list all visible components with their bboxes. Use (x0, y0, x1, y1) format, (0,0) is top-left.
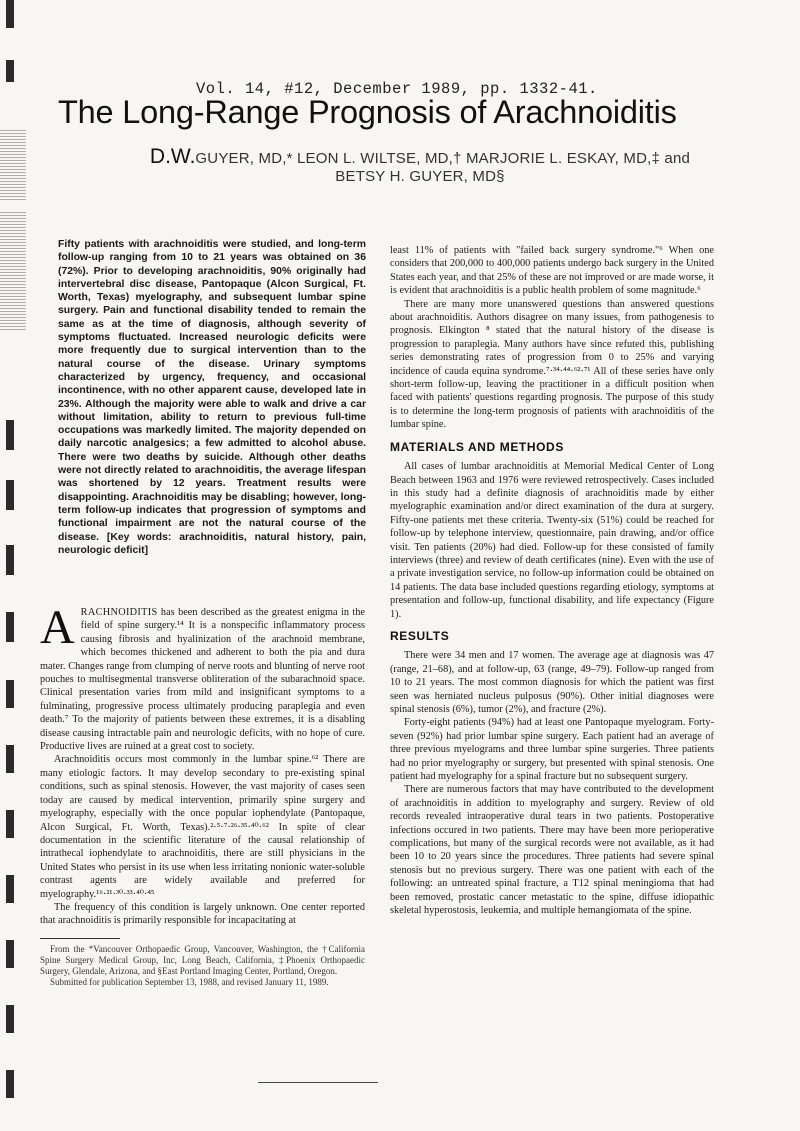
paper-title: The Long-Range Prognosis of Arachnoiditis (58, 94, 677, 130)
scan-edge-mark (6, 1005, 14, 1033)
body-paragraph: There are numerous factors that may have contributed to the development of arachnoiditis in addition to myelography and surgery. Review of old records revealed intraoperative dural tears in two patients. Postoperative infections occured in two patients. There may have been more perioperative complications, but many of the surgical records were not available, as it had been 10 to 20 years since the procedures. Three patients had severe spinal stenosis but no previous surgery. There was one patient with each of the following: an untreated spinal fracture, a T12 spinal meningioma that had been removed, prostatic cancer metastatic to the spine, diffuse idiopathic skeletal hyperostosis, leukemia, and multiple hemangiomata of the spine. (390, 784, 714, 917)
footnotes (40, 944, 365, 988)
right-column (390, 244, 714, 918)
body-paragraph: There were 34 men and 17 women. The average age at diagnosis was 47 (range, 21–68), and at follow-up, 63 (range, 49–79). Follow-up ranged from 10 to 21 years. The most common diagnosis for which the patient was first seen was herniated nucleus pulposus (90%). Other initial diagnoses were spinal stenosis (6%), tumor (2%), and fracture (2%). (390, 650, 714, 715)
body-paragraph: Forty-eight patients (94%) had at least one Pantopaque myelogram. Forty-seven (92%) had prior lumbar spine surgery. Each patient had an average of three previous myelograms and three lumbar spine surgeries. Three patients had no prior myelography or surgery, but presented with spinal stenosis. One patient had myelography for a spinal fracture but no subsequent surgery. (390, 717, 714, 783)
left-column (40, 601, 365, 988)
scan-edge-mark (6, 60, 14, 82)
body-paragraph: All cases of lumbar arachnoiditis at Memorial Medical Center of Long Beach between 1963 and 1976 were reviewed retrospectively. Cases included in this study had a definite diagnosis of arachnoiditis made by either myelographic examination and/or direct examination of the dura at surgery. Fifty-one patients met these criteria. Twenty-six (51%) could be reached for follow-up by telephone interview, questionnaire, pain drawing, and/or office visit. Ten patients (20%) had died. Follow-up for these consisted of family interviews (three) and review of death certificates (nine). Even with the use of a private investigation service, no follow-up information could be obtained on 14 patients. The data base included questions regarding etiology, symptoms at presentation and follow-up, functional disability, and life expectancy (Figure 1). (390, 461, 714, 620)
results-heading: RESULTS (390, 628, 450, 643)
body-paragraph: The frequency of this condition is largely unknown. One center reported that arachnoiditis is primarily responsible for incapacitating at (40, 901, 365, 927)
scan-edge-noise (0, 210, 26, 330)
scan-edge-mark (6, 545, 14, 575)
scan-edge-mark (6, 810, 14, 838)
body-paragraph: There are many more unanswered questions than answered questions about arachnoiditis. Authors disagree on many issues, from pathogenesis to prognosis. Elkington ⁸ stated that the natural history of the disease is progression to paraplegia. Many authors have since refuted this, publishing series demonstrating rates of progression from 0 to 25% and varying incidence of cauda equina syndrome.⁷·³⁴·⁴⁴·⁶²·⁷¹ All of these series have only short-term follow-up, leaving the practitioner in a difficult position when faced with patients' questions regarding prognosis. The purpose of this study is to determine the long-term prognosis of patients with arachnoiditis of the lumbar spine. (390, 298, 714, 431)
intro-text: has been described as the greatest enigma in the field of spine surgery.¹⁴ It is a nonspecific inflammatory process causing fibrosis and hyalinization of the arachnoid membrane, which becomes thickened and adherent to both the pia and dura mater. Changes range from clumping of nerve roots and blunting of nerve root pouches to multisegmental transverse obliteration of the subarachnoid space. Clinical presentation varies from mild and insignificant symptoms to a fulminating, progressive process ultimately producing paraplegia and even death.⁷ To the majority of patients between these extremes, it is a disabling disease causing intractable pain and neurologic deficits, with no hope of cure. Productive lives are ruined at a great cost to society. (40, 607, 365, 753)
author-initials: D.W. (149, 145, 196, 168)
affiliation-footnote: From the *Vancouver Orthopaedic Group, Vancouver, Washington, the †California Spine Surgery Medical Group, Inc, Long Beach, California, ‡Phoenix Orthopaedic Surgery, Glendale, Arizona, and §East Portland Imaging Center, Portland, Oregon. (40, 943, 365, 976)
methods-heading: MATERIALS AND METHODS (390, 439, 564, 454)
submission-footnote: Submitted for publication September 13, 1988, and revised January 11, 1989. (50, 976, 329, 987)
intro-paragraph (40, 601, 365, 753)
page-bottom-rule (258, 1082, 378, 1083)
scan-edge-mark (6, 940, 14, 968)
author-line-1: GUYER, MD,* LEON L. WILTSE, MD,† MARJORIE L. ESKAY, MD,‡ and (195, 150, 691, 167)
abstract: Fifty patients with arachnoiditis were studied, and long-term follow-up ranging from 10 to 21 years was obtained on 36 (72%). Prior to developing arachnoiditis, 90% originally had intervertebral disc disease, Pantopaque (Alcon Surgical, Ft. Worth, Texas) myelography, and subsequent lumbar spine surgery. Pain and functional disability tended to remain the same as at the time of diagnosis, although severity of symptoms fluctuated. Increased neurologic deficits were more frequently due to surgical intervention than to the natural course of the disease. Urinary symptoms characterized by urgency, frequency, and occasional incontinence, with no other apparent cause, developed late in 23%. Although the majority were able to walk and drive a car without limitation, ability to return to previous full-time occupations was markedly limited. The majority depended on daily narcotic analgesics; a few admitted to alcohol abuse. There were two deaths by suicide. Although other deaths were not directly related to arachnoiditis, the average lifespan was shortened by 12 years. Treatment results were disappointing. Arachnoiditis may be disabling; however, long-term follow-up indicates that progression of symptoms and functional impairment are not the natural course of the disease. [Key words: arachnoiditis, natural history, pain, neurologic deficit] (58, 239, 366, 556)
citation-line: Vol. 14, #12, December 1989, pp. 1332-41. (196, 80, 598, 98)
body-paragraph: Arachnoiditis occurs most commonly in the lumbar spine.⁶² There are many etiologic factors. It may develop secondary to pre-existing spinal conditions, such as spinal stenosis. However, the vast majority of cases seen today are caused by medical intervention, primarily spine surgery and myelography, especially with the once popular iophendylate (Pantopaque, Alcon Surgical, Ft. Worth, Texas).²·⁵·⁷·²⁶·³⁵·⁴⁰·⁶² In spite of clear documentation in the scientific literature of the causal relationship of intrathecal iophendylate to arachnoiditis, there are still physicians in the United States who persist in its use when less irritating nonionic water-soluble contrast agents are widely available and preferred for myelography.¹⁶·²¹·³⁰·³³·⁴⁰·⁴⁵ (40, 754, 365, 900)
scan-edge-mark (6, 480, 14, 510)
author-list (110, 145, 730, 186)
body-paragraph: least 11% of patients with "failed back surgery syndrome."⁶ When one considers that 200,000 to 400,000 patients undergo back surgery in the United States each year, and that 25% of these are not improved or are made worse, it is evident that arachnoiditis is a public health problem of some magnitude.⁶ (390, 245, 714, 297)
scan-edge-mark (6, 745, 14, 773)
author-line-2: BETSY H. GUYER, MD§ (335, 168, 505, 185)
scan-edge-mark (6, 875, 14, 903)
footnote-rule (40, 938, 120, 939)
scan-edge-mark (6, 420, 14, 450)
scan-edge-noise (0, 130, 26, 200)
scan-edge-mark (6, 680, 14, 708)
drop-cap: A (40, 601, 75, 654)
scan-edge-mark (6, 0, 14, 28)
scan-edge-mark (6, 612, 14, 642)
scan-edge-mark (6, 1070, 14, 1098)
intro-first-word: RACHNOIDITIS (80, 607, 158, 618)
